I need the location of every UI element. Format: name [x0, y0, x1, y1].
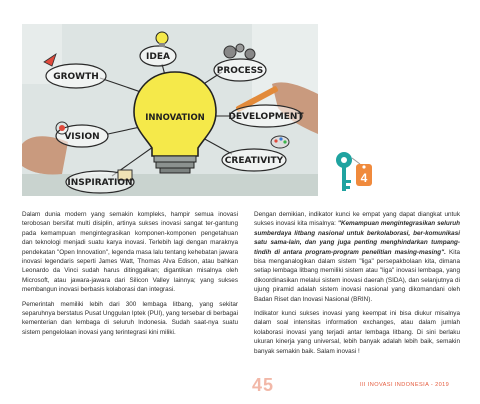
paragraph	[254, 210, 460, 304]
paragraph: Indikator kunci sukses inovasi yang keempat ini bisa diukur misalnya dalam soal intensitas information exchanges, atau dalam jumlah kolaborasi inovasi yang terjadi antar lembaga litbang. Di sini berlaku ukuran kinerja yang universal, lebih banyak adalah lebih baik, semakin banyak semakin baik. Salam inovasi !	[254, 310, 460, 355]
label-creativity: CREATIVITY	[224, 156, 284, 166]
paragraph: Dalam dunia modern yang semakin kompleks, hampir semua inovasi terobosan bersifat multi disiplin, artinya sukses inovasi sangat ter-gantung pada kemampuan mengintegrasikan komponen-komponen pengetahuan dan teknologi menjadi suatu karya inovasi. Terlebih lagi dengan maraknya pendekatan "Open Innovation", legenda masa lalu tentang kehebatan jawara inovasi legendaris seperti James Watt, Thomas Alva Edison, atau bahkan Leonardo da Vinci sudah harus ditinggalkan; digantikan misalnya oleh Microsoft, atau jawara-jawara dari Silicon Valley lainnya; yang sukses membangun inovasi berbasis kolaborasi dan integrasi.	[22, 211, 238, 294]
label-innovation: INNOVATION	[145, 113, 205, 123]
footer-publication: III INOVASI INDONESIA - 2019	[360, 382, 450, 388]
label-process: PROCESS	[216, 66, 264, 76]
innovation-mindmap-sketch	[22, 24, 318, 196]
paragraph-intro: Dengan demikian, indikator kunci ke empat yang dapat diangkat untuk sukses inovasi kita misalnya:	[254, 211, 460, 228]
left-column	[22, 210, 238, 342]
label-development: DEVELOPMENT	[228, 112, 304, 122]
right-column	[254, 210, 460, 361]
palette-icon	[271, 136, 289, 148]
hero-illustration	[22, 24, 318, 196]
label-vision: VISION	[64, 132, 100, 142]
key-tag-number: 4	[360, 171, 368, 185]
paragraph-continuation: Kita bisa menganalogikan dalam sistem "liga" persepakbolaan kita, dimana setiap lembaga litbang memiliki sistem atau "liga" inovasi lembaga, yang dikoordinasikan melalui sistem inovasi daerah (SIDA), dan selanjutnya di ujung piramid adalah sistem inovasi nasional yang dikomandani oleh Badan Riset dan Inovasi Nasional (BRIN).	[254, 248, 460, 303]
label-growth: GROWTH	[53, 72, 99, 82]
label-idea: IDEA	[146, 52, 170, 62]
label-inspiration: INSPIRATION	[67, 178, 133, 188]
page-number: 45	[252, 375, 275, 395]
paragraph: Pemerintah memiliki lebih dari 300 lembaga litbang, yang sekitar separuhnya berstatus Pusat Unggulan Iptek (PUI), yang tersebar di berbagai kementerian dan lembaga di seluruh Indonesia. Sudah saat-nya suatu sistem pengelolaan inovasi yang terintegrasi kini miliki.	[22, 300, 238, 336]
key-indicator-quote: "Kemampuan mengintegrasikan seluruh sumberdaya litbang nasional untuk berkolaborasi, ber-komunikasi satu sama-lain, dan yang juga penting menghindarkan tumpang-tindih di antara program-program penelitian masing-masing".	[254, 220, 460, 256]
keys-icon	[326, 150, 386, 210]
